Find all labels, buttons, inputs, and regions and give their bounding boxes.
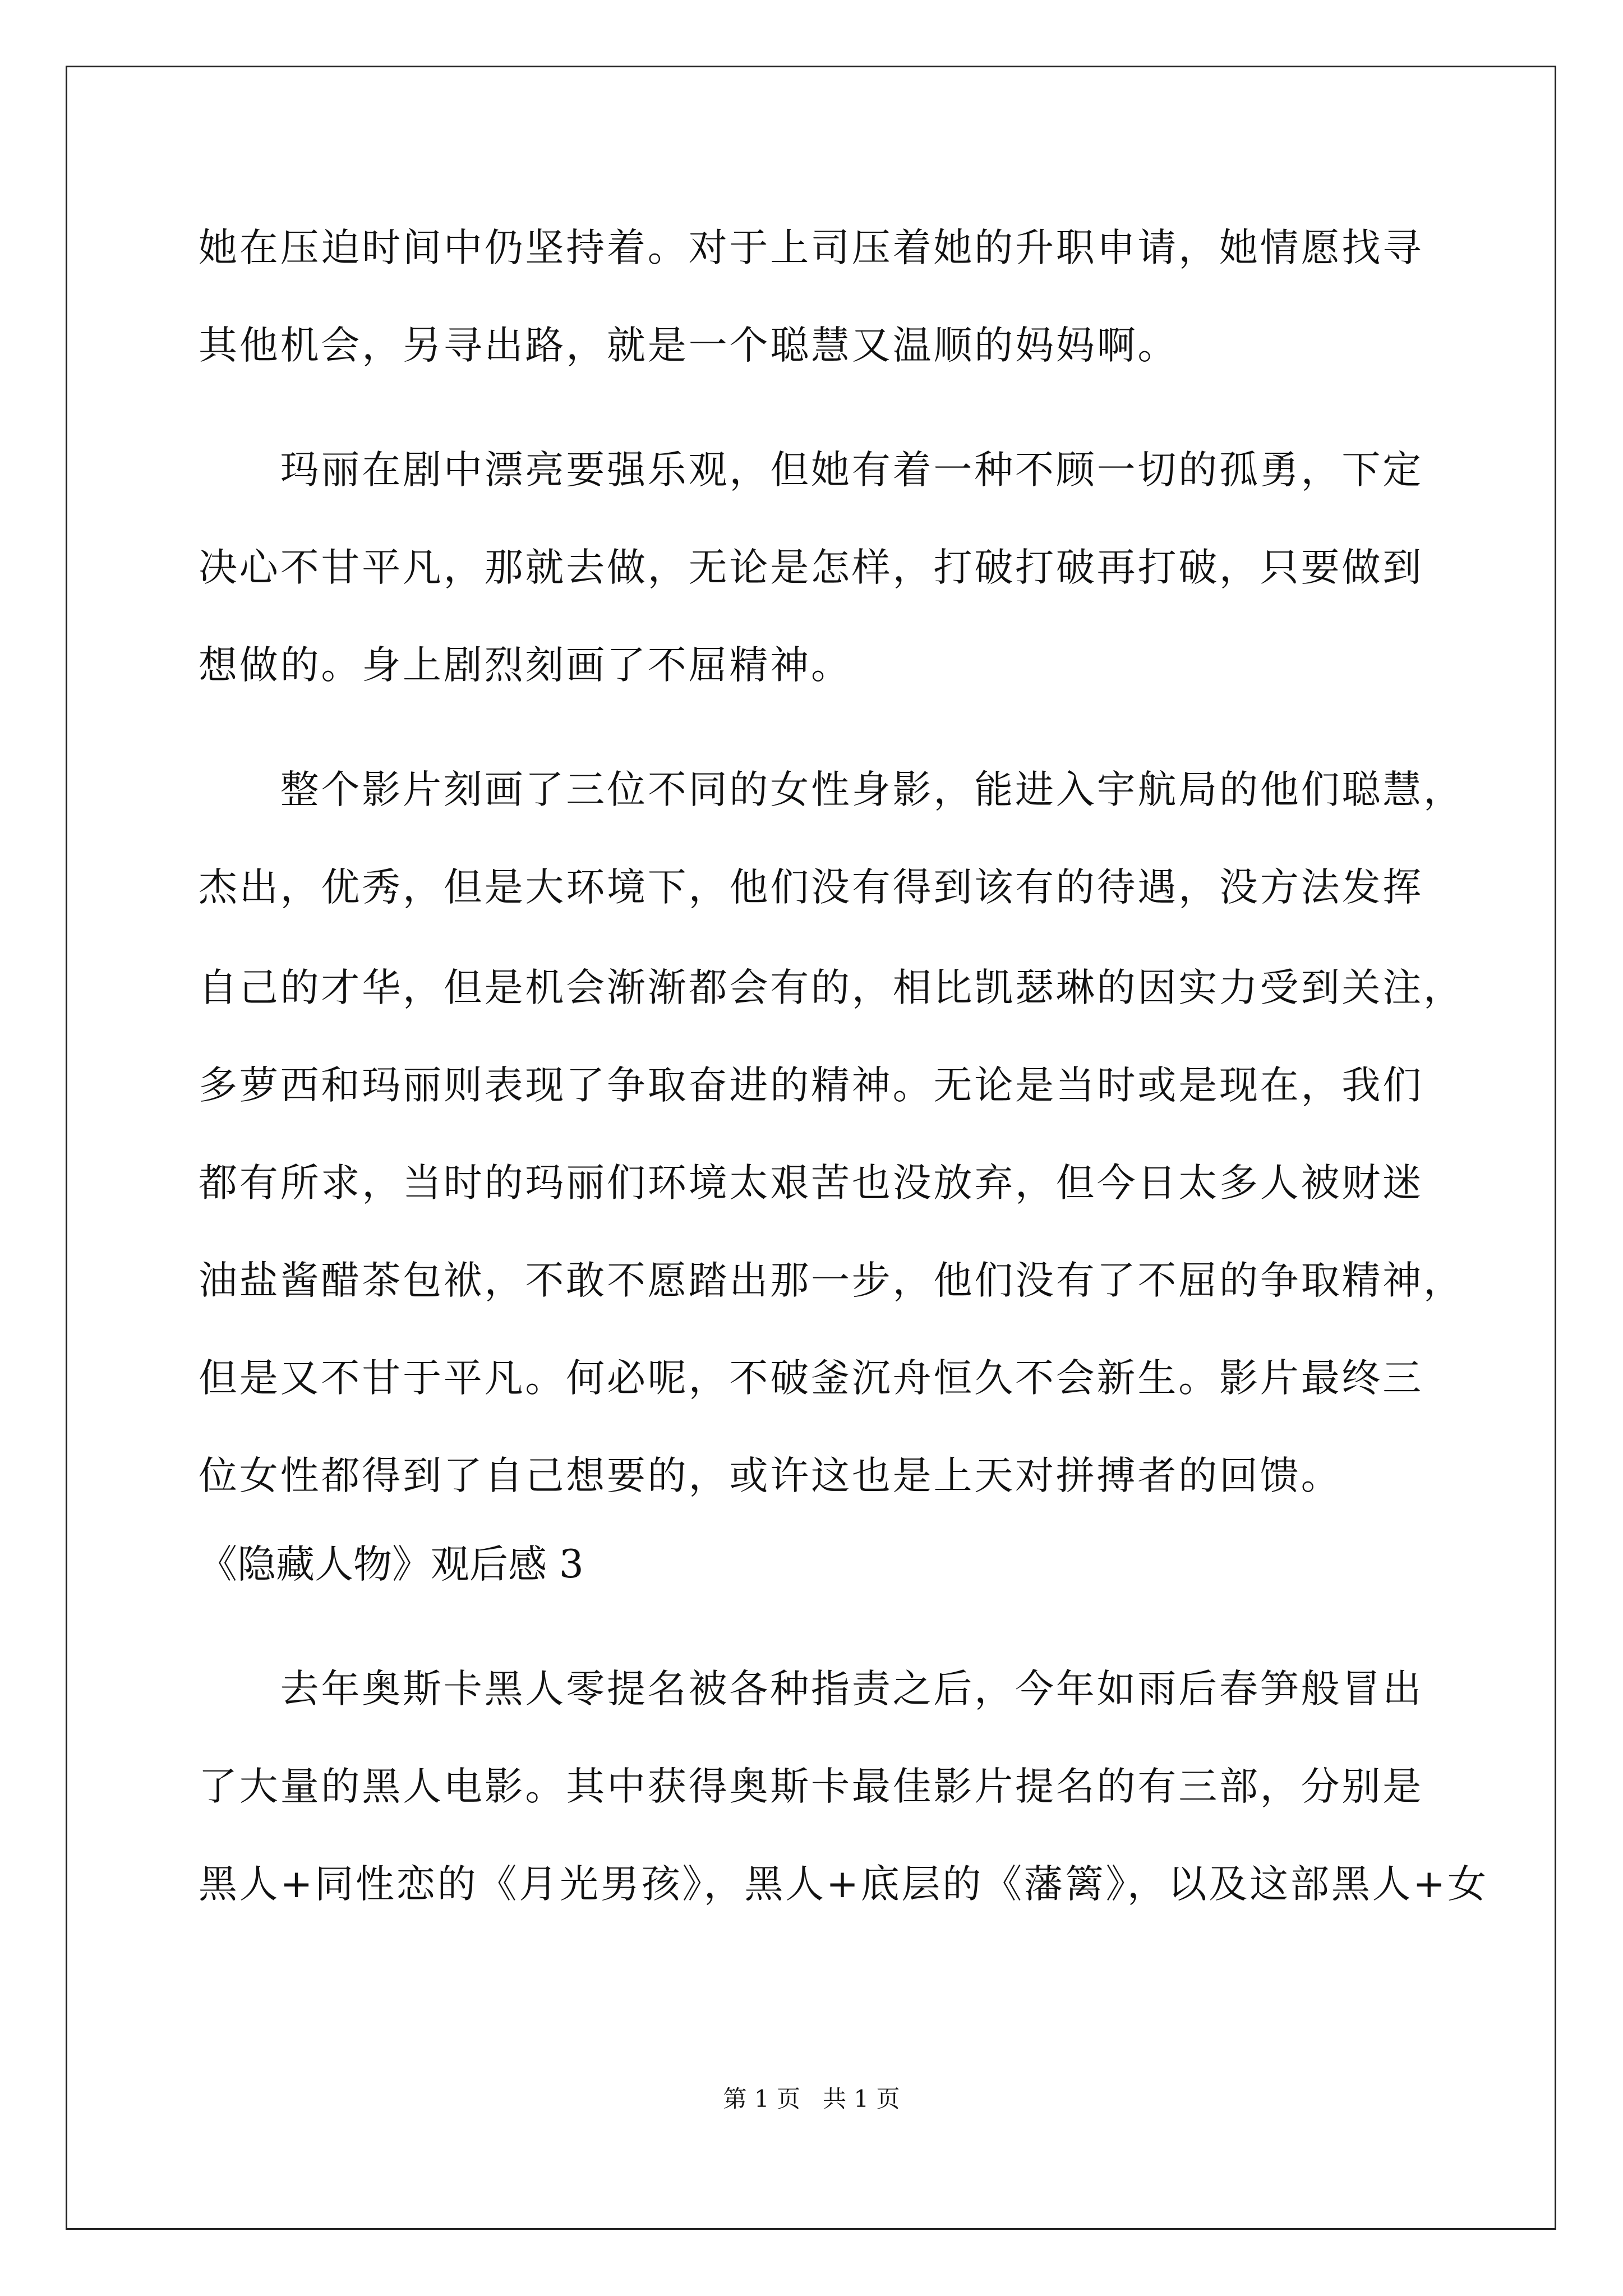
body-line: 黑人+同性恋的《月光男孩》，黑人+底层的《藩篱》，以及这部黑人+女 bbox=[199, 1862, 1488, 1907]
body-line: 决心不甘平凡，那就去做，无论是怎样，打破打破再打破，只要做到 bbox=[199, 545, 1423, 590]
body-line: 但是又不甘于平凡。何必呢，不破釜沉舟恒久不会新生。影片最终三 bbox=[199, 1356, 1423, 1401]
body-line: 位女性都得到了自己想要的，或许这也是上天对拼搏者的回馈。 bbox=[199, 1453, 1342, 1498]
body-line: 油盐酱醋茶包袱，不敢不愿踏出那一步，他们没有了不屈的争取精神， bbox=[199, 1258, 1464, 1303]
body-line: 了大量的黑人电影。其中获得奥斯卡最佳影片提名的有三部，分别是 bbox=[199, 1764, 1423, 1809]
body-line: 其他机会，另寻出路，就是一个聪慧又温顺的妈妈啊。 bbox=[199, 323, 1179, 368]
body-line: 杰出，优秀，但是大环境下，他们没有得到该有的待遇，没方法发挥 bbox=[199, 865, 1423, 910]
body-line: 想做的。身上剧烈刻画了不屈精神。 bbox=[199, 643, 852, 688]
body-line: 她在压迫时间中仍坚持着。对于上司压着她的升职申请，她情愿找寻 bbox=[199, 226, 1423, 270]
body-line: 自己的才华，但是机会渐渐都会有的，相比凯瑟琳的因实力受到关注， bbox=[199, 965, 1464, 1010]
body-line: 整个影片刻画了三位不同的女性身影，能进入宇航局的他们聪慧， bbox=[199, 767, 1464, 812]
body-line: 玛丽在剧中漂亮要强乐观，但她有着一种不顾一切的孤勇，下定 bbox=[199, 448, 1423, 493]
body-line: 都有所求，当时的玛丽们环境太艰苦也没放弃，但今日太多人被财迷 bbox=[199, 1161, 1423, 1205]
section-heading: 《隐藏人物》观后感 3 bbox=[199, 1542, 584, 1587]
page-footer: 第 1 页 共 1 页 bbox=[723, 2085, 900, 2113]
body-line: 去年奥斯卡黑人零提名被各种指责之后，今年如雨后春笋般冒出 bbox=[199, 1667, 1423, 1711]
body-line: 多萝西和玛丽则表现了争取奋进的精神。无论是当时或是现在，我们 bbox=[199, 1063, 1423, 1108]
